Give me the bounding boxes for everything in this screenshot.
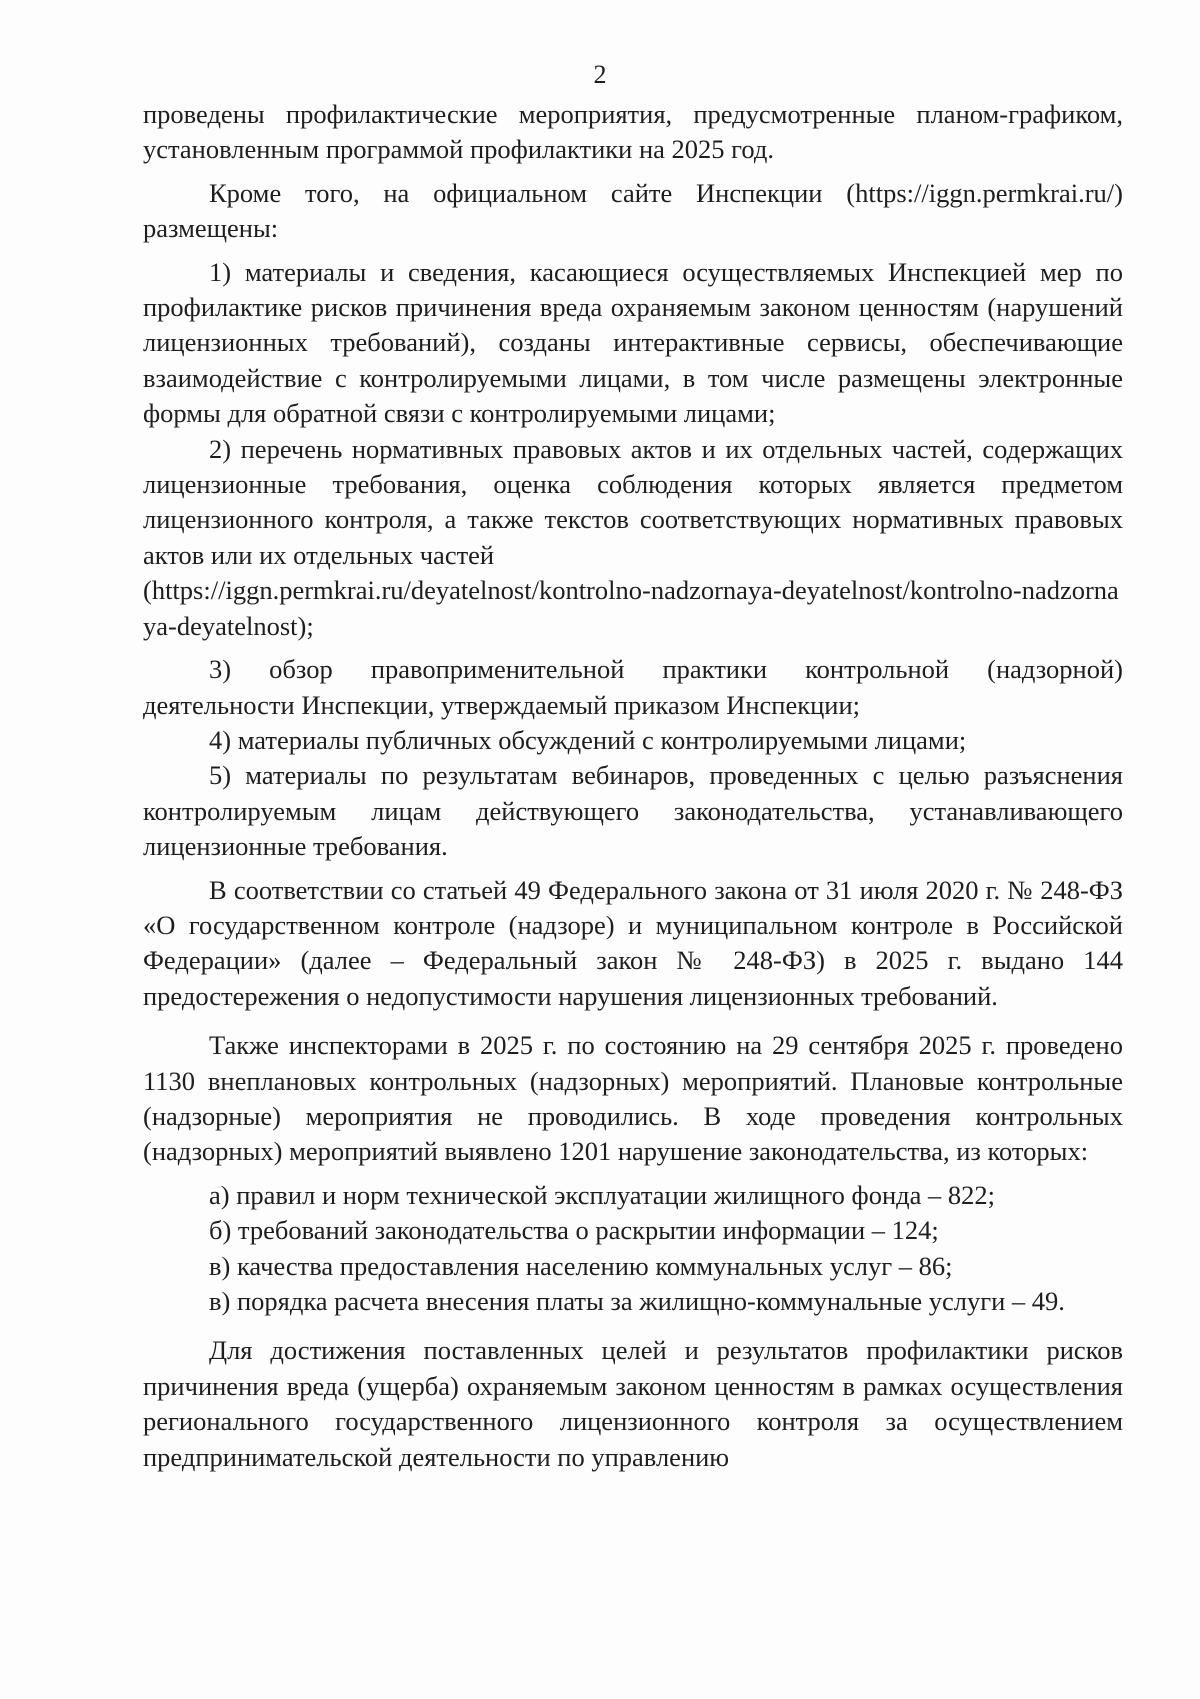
paragraph-website-intro: Кроме того, на официальном сайте Инспекции (https://iggn.permkrai.ru/) размещены: xyxy=(143,177,1123,244)
violation-item-v1: в) качества предоставления населению коммунальных услуг – 86; xyxy=(209,1250,953,1281)
page-number: 2 xyxy=(593,60,607,89)
violation-item-b: б) требований законодательства о раскрытии информации – 124; xyxy=(209,1215,939,1246)
document-body xyxy=(143,97,1123,1475)
paragraph-goals: Для достижения поставленных целей и результатов профилактики рисков причинения вреда (ущерба) охраняемым законом ценностям в рамках осуществления регионального государственного лицензионного контроля за осуществлением предпринимательской деятельности по управлению xyxy=(143,1335,1123,1472)
list-item-4: 4) материалы публичных обсуждений с контролируемыми лицами; xyxy=(209,724,967,755)
list-item-2: 2) перечень нормативных правовых актов и их отдельных частей, содержащих лицензионные требования, оценка соблюдения которых является предметом лицензионного контроля, а также текстов соответствующих нормативных правовых актов или их отдельных частей xyxy=(143,433,1123,570)
list-item-5: 5) материалы по результатам вебинаров, проведенных с целью разъяснения контролируемым лицам действующего законодательства, устанавливающего лицензионные требования. xyxy=(143,760,1123,862)
violation-item-v2: в) порядка расчета внесения платы за жилищно-коммунальные услуги – 49. xyxy=(209,1286,1065,1316)
violation-item-a: а) правил и норм технической эксплуатации жилищного фонда – 822; xyxy=(209,1179,995,1210)
list-item-2-url: (https://iggn.permkrai.ru/deyatelnost/kontrolno-nadzornaya-deyatelnost/kontrolno-nadzornaya-deyatelnost); xyxy=(143,575,1119,641)
paragraph-inspections: Также инспекторами в 2025 г. по состоянию на 29 сентября 2025 г. проведено 1130 внеплановых контрольных (надзорных) мероприятий. Плановые контрольные (надзорные) мероприятия не проводились. В ходе проведения контрольных (надзорных) мероприятий выявлено 1201 нарушение законодательства, из которых: xyxy=(143,1030,1123,1167)
list-item-1: 1) материалы и сведения, касающиеся осуществляемых Инспекцией мер по профилактике рисков причинения вреда охраняемым законом ценностям (нарушений лицензионных требований), созданы интерактивные сервисы, обеспечивающие взаимодействие с контролируемыми лицами, в том числе размещены электронные формы для обратной связи с контролируемыми лицами; xyxy=(143,256,1123,429)
paragraph-warnings: В соответствии со статьей 49 Федерального закона от 31 июля 2020 г. № 248-ФЗ «О государственном контроле (надзоре) и муниципальном контроле в Российской Федерации» (далее – Федеральный закон № 248-ФЗ) в 2025 г. выдано 144 предостережения о недопустимости нарушения лицензионных требований. xyxy=(143,874,1123,1011)
paragraph-continuation: проведены профилактические мероприятия, предусмотренные планом-графиком, установленным программой профилактики на 2025 год. xyxy=(143,99,1123,165)
list-item-3: 3) обзор правоприменительной практики контрольной (надзорной) деятельности Инспекции, утверждаемый приказом Инспекции; xyxy=(143,654,1123,720)
